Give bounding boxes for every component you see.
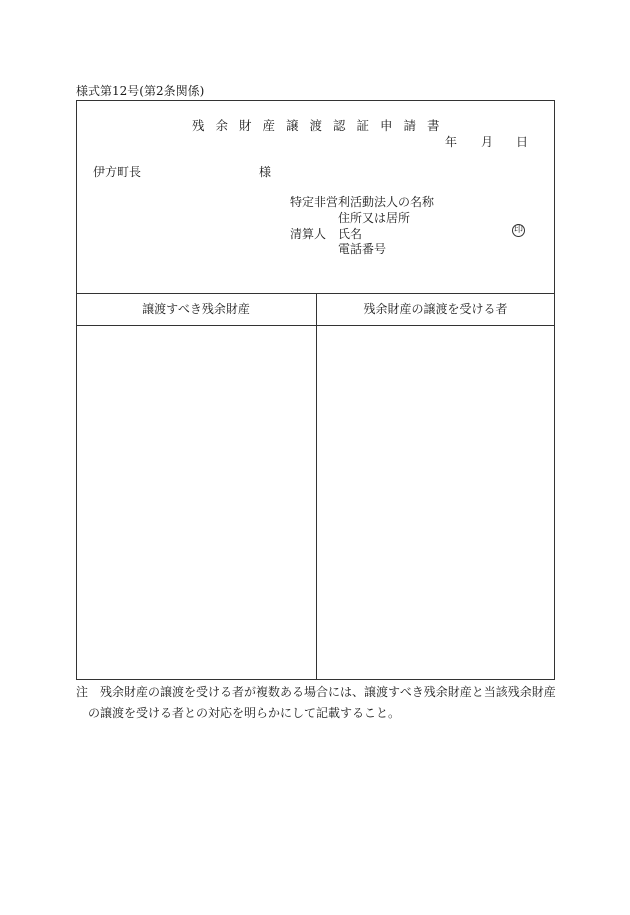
date-month-label: 月 — [481, 135, 494, 149]
address-label: 住所又は居所 — [338, 211, 411, 225]
table-header-recipients: 残余財産の譲渡を受ける者 — [363, 302, 508, 316]
honorific: 様 — [259, 165, 272, 179]
document-title: 残余財産譲渡認証申請書 — [192, 118, 451, 133]
table-header-assets: 譲渡すべき残余財産 — [142, 302, 250, 316]
liquidator-label: 清算人 — [290, 227, 327, 241]
note-line-2: の譲渡を受ける者との対応を明らかにして記載すること。 — [88, 706, 401, 720]
table-column-divider — [316, 293, 317, 680]
seal-mark-icon: 印 — [513, 225, 523, 235]
name-label: 氏名 — [338, 227, 363, 241]
org-name-label: 特定非営利活動法人の名称 — [290, 195, 435, 209]
form-number-label: 様式第12号(第2条関係) — [76, 84, 205, 98]
date-year-label: 年 — [445, 135, 458, 149]
addressee: 伊方町長 — [93, 165, 142, 179]
note-line-1: 注 残余財産の譲渡を受ける者が複数ある場合には、譲渡すべき残余財産と当該残余財産 — [76, 685, 556, 699]
date-day-label: 日 — [516, 135, 529, 149]
phone-label: 電話番号 — [338, 242, 387, 256]
